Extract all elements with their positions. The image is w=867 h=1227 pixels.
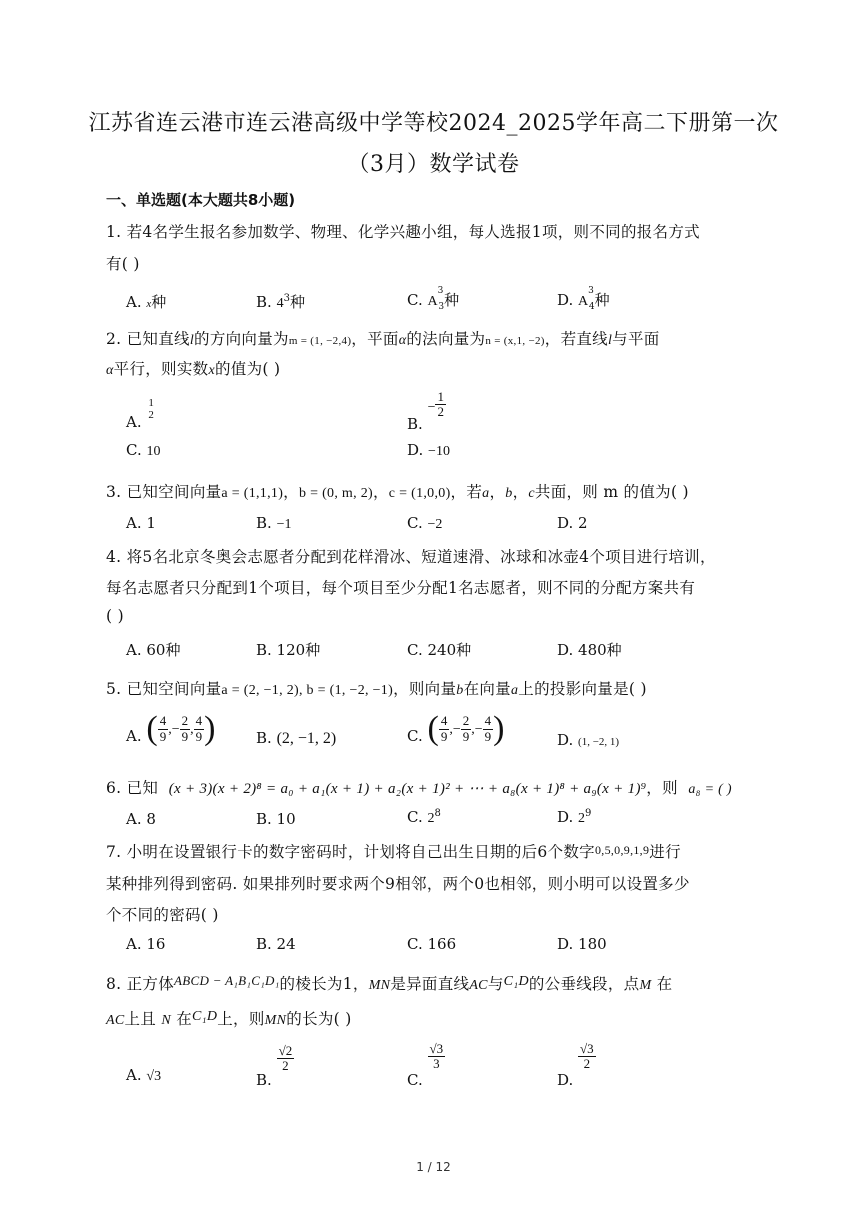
q5-option-a: A. ( $\frac{4}{9}$ ,− $\frac{2}{9}$ , $\frac{4}{9}$ ) [126, 710, 216, 747]
question-7-text: 7. 小明在设置银行卡的数字密码时，计划将自己出生日期的后6个数字0,5,0,9,1,9进行 [106, 843, 681, 861]
q1-option-d: D. $A^3_4$种 [557, 286, 610, 312]
q8-option-a: A. √3 [126, 1066, 162, 1084]
q3-option-a: A. 1 [126, 514, 156, 532]
question-7-text-line2: 某种排列得到密码. 如果排列时要求两个9相邻，两个0也相邻，则小明可以设置多少 [106, 875, 690, 893]
q7-option-b: B. 24 [256, 935, 296, 953]
q4-option-b: B. 120种 [256, 641, 321, 659]
q2-option-c: C. 10 [126, 441, 161, 459]
question-6-text: 6. 已知 (x + 3)(x + 2)⁸ = a₀ + a₁(x + 1) + a₂(x + 1)² + ⋯ + a₈(x + 1)⁸ + a₉(x + 1)⁹，则 a₈ = ( ) [106, 779, 732, 797]
q4-option-a: A. 60种 [126, 641, 181, 659]
q6-option-a: A. 8 [126, 810, 156, 828]
q4-option-d: D. 480种 [557, 641, 622, 659]
page-title-line2: （3月）数学试卷 [347, 152, 520, 177]
question-4-text-line3: ( ) [106, 607, 124, 625]
q4-option-c: C. 240种 [407, 641, 472, 659]
question-2-text-line2: α平行，则实数x的值为( ) [106, 360, 281, 378]
question-3-text: 3. 已知空间向量a = (1,1,1)，b = (0, m, 2)，c = (1,0,0)，若a，b，c共面，则 m 的值为( ) [106, 483, 689, 501]
q5-option-c: C. ( $\frac{4}{9}$ ,− $\frac{2}{9}$ ,− $\frac{4}{9}$ ) [407, 710, 505, 747]
q1-option-b: B. $4^3$种 [256, 293, 305, 311]
page-number: 1 / 12 [416, 1160, 451, 1174]
q5-option-b: B. (2, −1, 2) [256, 729, 337, 747]
page-title: 江苏省连云港市连云港高级中学等校2024_2025学年高二下册第一次 [88, 111, 779, 136]
q2-option-a: A. 1 2 [126, 397, 154, 432]
q8-option-c: C. $\frac{√3}{3}$ [407, 1041, 444, 1089]
question-5-text: 5. 已知空间向量a = (2, −1, 2), b = (1, −2, −1)，则向量b在向量a上的投影向量是( ) [106, 680, 647, 698]
q2-option-d: D. −10 [407, 441, 450, 459]
question-4-text-line2: 每名志愿者只分配到1个项目，每个项目至少分配1名志愿者，则不同的分配方案共有 [106, 579, 696, 597]
q8-option-d: D. $\frac{√3}{2}$ [557, 1041, 594, 1089]
q7-option-c: C. 166 [407, 935, 457, 953]
question-7-text-line3: 个不同的密码( ) [106, 906, 219, 924]
section-heading: 一、单选题(本大题共8小题) [106, 191, 296, 209]
question-8-text: 8. 正方体$^{ABCD - A_1B_1C_1D_1}$的棱长为1，MN是异面直线AC与C₁D的公垂线段，点M 在 [106, 973, 673, 993]
q6-option-b: B. 10 [256, 810, 296, 828]
q3-option-c: C. −2 [407, 514, 443, 532]
q1-option-c: C. $A^3_3$种 [407, 286, 460, 312]
question-1-text-line2: 有( ) [106, 255, 140, 273]
q6-option-d: D. $2^9$ [557, 808, 592, 826]
q2-option-b: B. − $\frac{1}{2}$ [407, 389, 444, 433]
question-1-text: 1. 若4名学生报名参加数学、物理、化学兴趣小组，每人选报1项，则不同的报名方式 [106, 223, 700, 241]
q5-option-d: D. (1, −2, 1) [557, 731, 620, 749]
q6-option-c: C. $2^8$ [407, 808, 441, 826]
q7-option-a: A. 16 [126, 935, 166, 953]
q3-option-d: D. 2 [557, 514, 588, 532]
question-4-text: 4. 将5名北京冬奥会志愿者分配到花样滑冰、短道速滑、冰球和冰壶4个项目进行培训， [106, 548, 716, 566]
q1-option-a: A. x种 [126, 293, 167, 311]
q3-option-b: B. −1 [256, 514, 292, 532]
q8-option-b: B. $\frac{√2}{2}$ [256, 1043, 293, 1089]
q7-option-d: D. 180 [557, 935, 607, 953]
question-8-text-line2: AC上且 N 在C₁D上，则MN的长为( ) [106, 1009, 352, 1028]
question-2-text: 2. 已知直线l的方向向量为m = (1, −2,4)，平面α的法向量为n = (x,1, −2)，若直线l与平面 [106, 330, 660, 348]
